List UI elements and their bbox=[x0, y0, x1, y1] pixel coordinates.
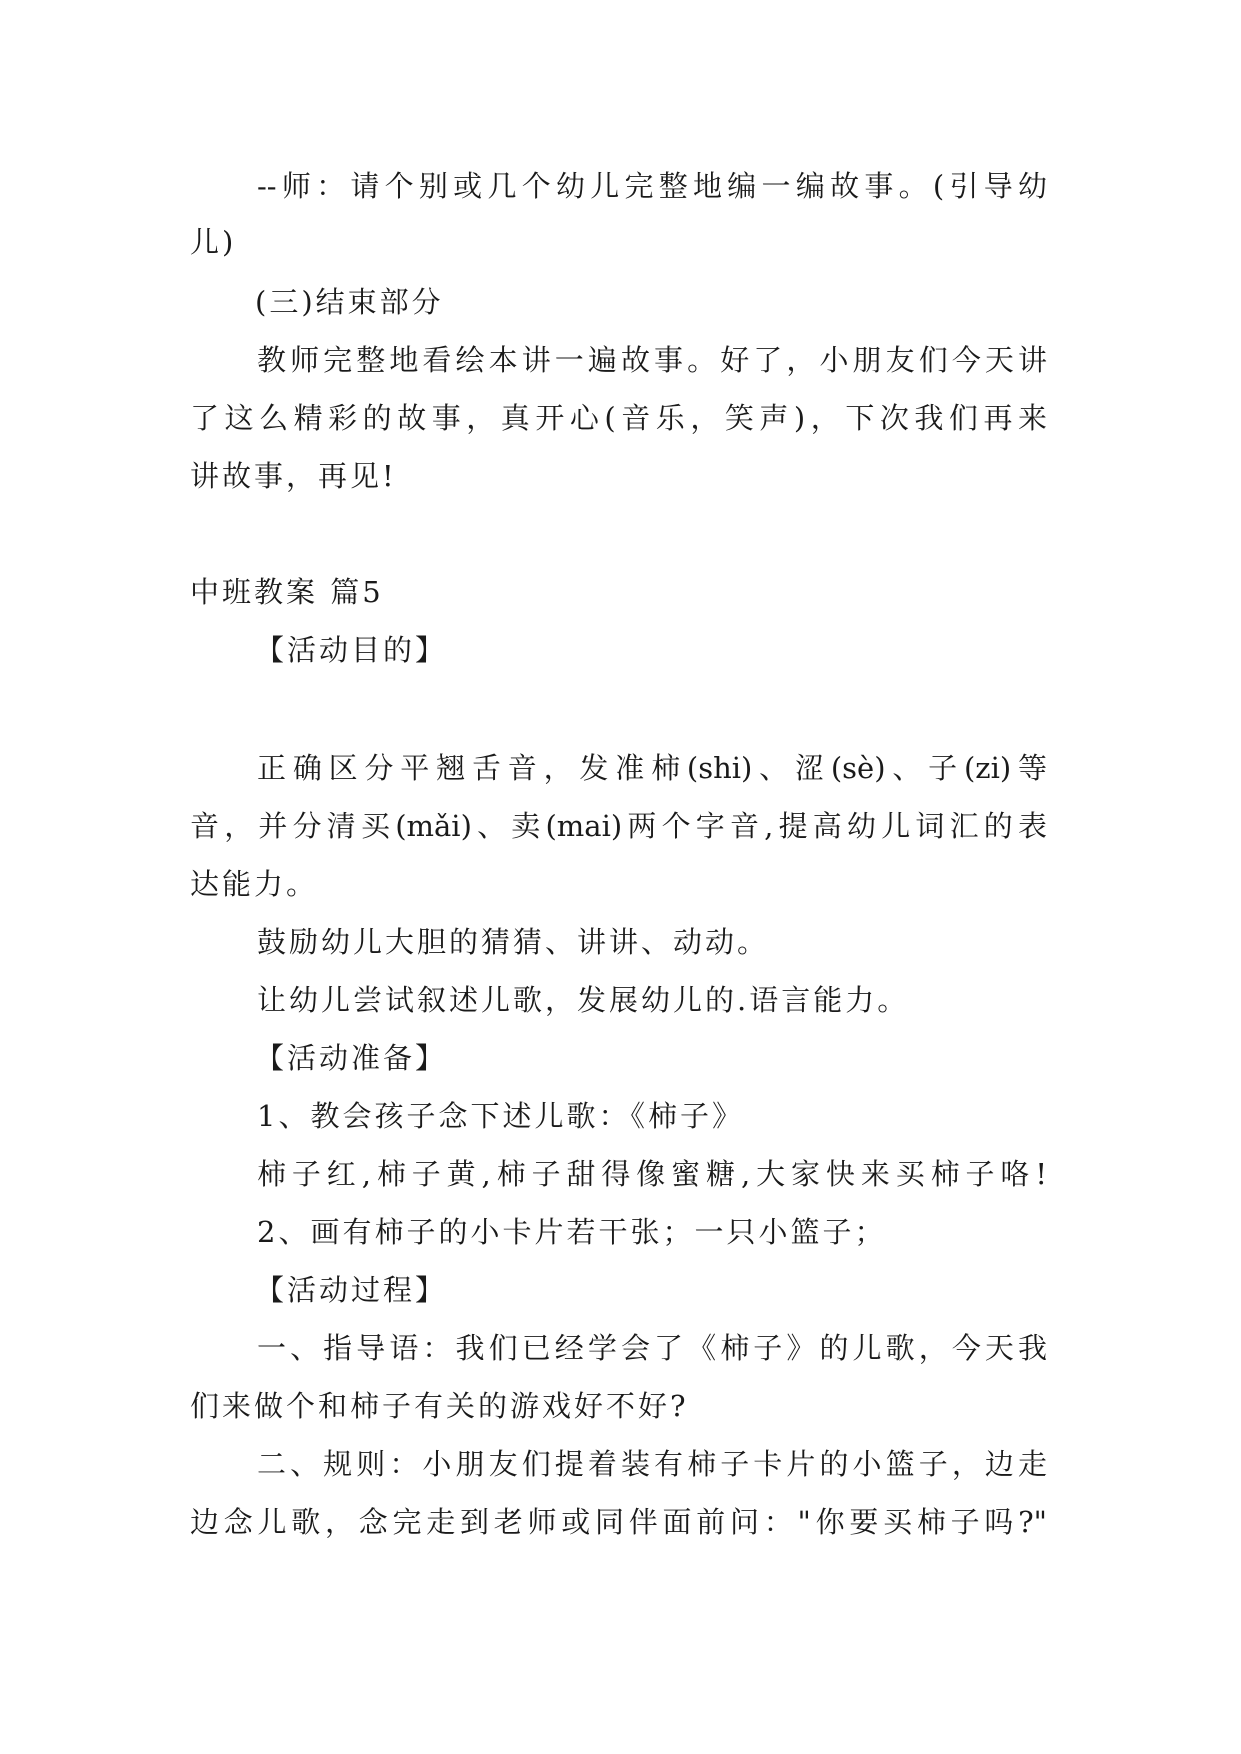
paragraph-line: 正确区分平翘舌音，发准柿(shi)、涩(sè)、子(zi)等 bbox=[257, 751, 1047, 785]
paragraph-line: 柿子红,柿子黄,柿子甜得像蜜糖,大家快来买柿子咯! bbox=[257, 1157, 1047, 1191]
paragraph-line: 音，并分清买(mǎi)、卖(mai)两个字音,提高幼儿词汇的表 bbox=[190, 809, 1047, 843]
paragraph-line: 一、指导语：我们已经学会了《柿子》的儿歌，今天我 bbox=[257, 1331, 1047, 1365]
paragraph-line: 1、教会孩子念下述儿歌：《柿子》 bbox=[257, 1099, 744, 1133]
section-heading: (三)结束部分 bbox=[255, 285, 444, 319]
paragraph-line: 教师完整地看绘本讲一遍故事。好了，小朋友们今天讲 bbox=[257, 343, 1047, 377]
section-heading: 【活动过程】 bbox=[255, 1273, 448, 1307]
document-title: 中班教案 篇5 bbox=[190, 575, 384, 609]
section-heading: 【活动目的】 bbox=[255, 633, 448, 667]
paragraph-line: 了这么精彩的故事，真开心(音乐，笑声)，下次我们再来 bbox=[190, 401, 1047, 435]
paragraph-line: 让幼儿尝试叙述儿歌，发展幼儿的.语言能力。 bbox=[257, 983, 910, 1017]
paragraph-line: 达能力。 bbox=[190, 867, 319, 901]
paragraph-line: 边念儿歌，念完走到老师或同伴面前问："你要买柿子吗?" bbox=[190, 1505, 1047, 1539]
paragraph-line: 2、画有柿子的小卡片若干张；一只小篮子； bbox=[257, 1215, 887, 1249]
paragraph-line: 儿) bbox=[190, 225, 237, 259]
paragraph-line: 鼓励幼儿大胆的猜猜、讲讲、动动。 bbox=[257, 925, 770, 959]
paragraph-line: 讲故事，再见! bbox=[190, 459, 397, 493]
section-heading: 【活动准备】 bbox=[255, 1041, 448, 1075]
paragraph-line: 二、规则：小朋友们提着装有柿子卡片的小篮子，边走 bbox=[257, 1447, 1047, 1481]
paragraph-line: --师：请个别或几个幼儿完整地编一编故事。(引导幼 bbox=[257, 169, 1047, 203]
paragraph-line: 们来做个和柿子有关的游戏好不好? bbox=[190, 1389, 689, 1423]
